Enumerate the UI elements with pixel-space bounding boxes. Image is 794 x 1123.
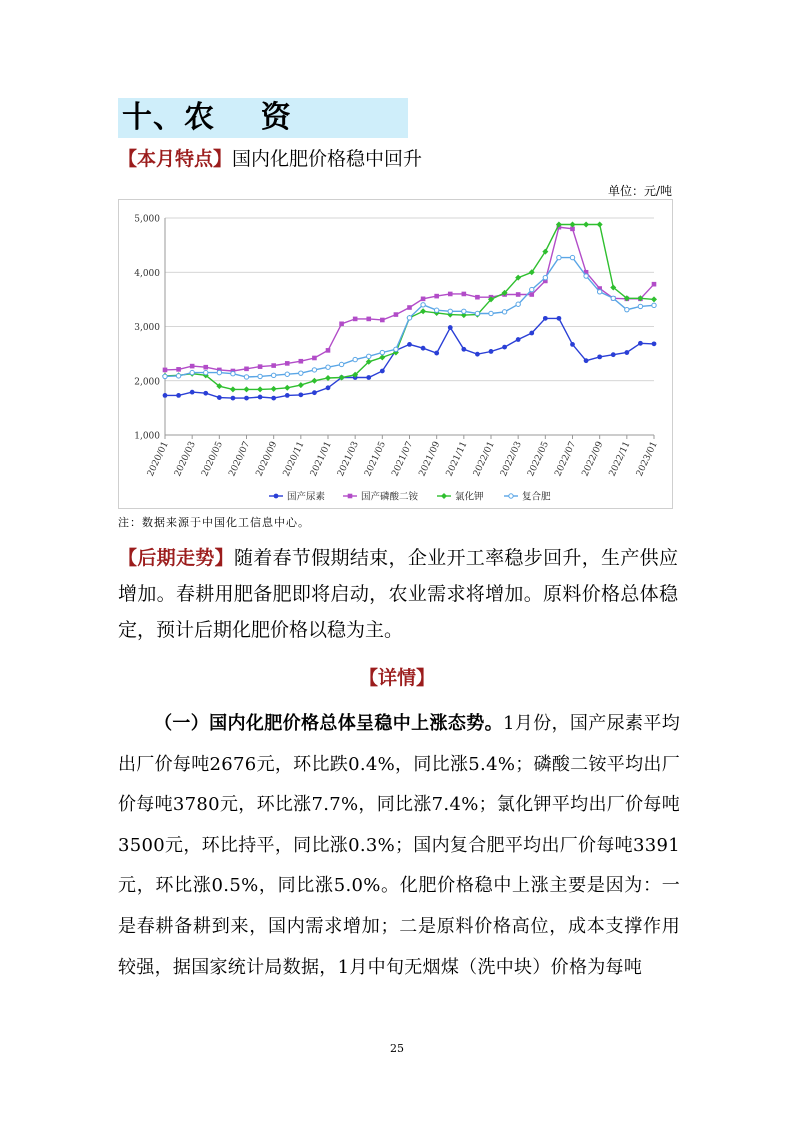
source-note: 注：数据来源于中国化工信息中心。 (118, 516, 310, 529)
data-point (434, 294, 439, 299)
data-point (326, 348, 331, 353)
data-point (271, 363, 276, 368)
data-point (448, 309, 452, 313)
data-point (176, 374, 180, 378)
data-point (244, 375, 248, 379)
data-point (190, 364, 195, 369)
data-point (611, 296, 615, 300)
data-point (271, 396, 276, 401)
data-point (543, 316, 548, 321)
data-point (584, 358, 589, 363)
data-point (176, 393, 181, 398)
data-point (638, 304, 642, 308)
section-title-text: 十、农 资 (122, 100, 292, 135)
legend-label: 氯化钾 (455, 491, 484, 503)
data-point (529, 292, 534, 297)
feature-text: 国内化肥价格稳中回升 (232, 148, 423, 170)
x-tick-label: 2020/03 (173, 440, 198, 479)
data-point (176, 367, 181, 372)
x-tick-label: 2022/11 (607, 440, 633, 479)
data-point (298, 382, 304, 388)
x-tick-label: 2021/03 (336, 440, 361, 479)
data-point (367, 354, 371, 358)
data-point (380, 318, 385, 323)
data-point (462, 309, 466, 313)
details-heading: 【详情】 (358, 667, 435, 689)
data-point (516, 292, 521, 297)
data-point (271, 373, 275, 377)
data-point (204, 370, 208, 374)
data-point (597, 222, 603, 228)
data-point (543, 275, 547, 279)
data-point (353, 317, 358, 322)
data-point (379, 354, 385, 360)
series-line (165, 227, 654, 371)
feature-tag: 【本月特点】 (118, 148, 233, 170)
data-point (530, 287, 534, 291)
data-point (570, 255, 574, 259)
x-tick-label: 2021/11 (444, 440, 470, 479)
data-point (529, 331, 534, 336)
data-point (583, 222, 589, 228)
data-point (516, 337, 521, 342)
data-point (163, 368, 168, 373)
data-point (244, 386, 250, 392)
details-body (118, 704, 680, 988)
data-point (597, 354, 602, 359)
data-point (407, 305, 412, 310)
y-tick-label: 2,000 (134, 377, 160, 388)
data-point (420, 308, 426, 314)
data-point (258, 374, 262, 378)
data-point (421, 297, 426, 302)
future-trend (118, 540, 678, 648)
y-tick-label: 4,000 (134, 268, 160, 279)
data-point (163, 393, 168, 398)
data-point (421, 303, 425, 307)
data-point (407, 342, 412, 347)
x-tick-label: 2021/09 (417, 440, 443, 479)
monthly-feature (118, 145, 422, 173)
data-point (326, 365, 330, 369)
data-point (231, 396, 236, 401)
data-point (230, 386, 236, 392)
legend-marker (509, 494, 513, 498)
data-point (611, 352, 616, 357)
data-point (624, 350, 629, 355)
legend-marker (274, 494, 279, 499)
x-tick-label: 2022/01 (471, 440, 497, 479)
data-point (257, 386, 263, 392)
y-tick-label: 3,000 (134, 323, 160, 333)
legend-label: 复合肥 (522, 491, 551, 503)
data-point (434, 351, 439, 356)
data-point (652, 303, 656, 307)
data-point (271, 386, 277, 392)
data-point (312, 390, 317, 395)
details-text: 1月份，国产尿素平均出厂价每吨2676元，环比跌0.4%，同比涨5.4%；磷酸二铵平均出厂价每吨3780元，环比涨7.7%，同比涨7.4%；氯化钾平均出厂价每吨3500元，环比持平，同比涨0.3%；国内复合肥平均出厂价每吨3391元，环比涨0.5%，同比涨5.0%。化肥价格稳中上涨主要是因为：一是春耕备耕到来，国内需求增加；二是原料价格高位，成本支撑作用较强，据国家统计局数据，1月中旬无烟煤（洗中块）价格为每吨 (118, 713, 681, 978)
data-point (461, 347, 466, 352)
data-point (163, 374, 167, 378)
x-tick-label: 2020/09 (254, 440, 280, 479)
data-point (190, 370, 194, 374)
data-point (217, 395, 222, 400)
x-tick-label: 2020/05 (200, 440, 226, 479)
details-lead: （一）国内化肥价格总体呈稳中上涨态势。 (154, 713, 503, 734)
section-title (118, 98, 408, 138)
data-point (312, 356, 317, 361)
price-chart (118, 199, 673, 509)
trend-text: 随着春节假期结束，企业开工率稳步回升，生产供应增加。春耕用肥备肥即将启动，农业需求将增加。原料价格总体稳定，预计后期化肥价格以稳为主。 (118, 547, 678, 641)
data-point (651, 296, 657, 302)
y-tick-label: 5,000 (134, 214, 160, 225)
series-line (165, 318, 654, 398)
x-tick-label: 2022/09 (580, 440, 606, 479)
data-point (298, 392, 303, 397)
data-point (625, 307, 629, 311)
unit-label: 单位：元/吨 (607, 184, 672, 198)
data-point (244, 367, 249, 372)
data-point (284, 385, 290, 391)
data-point (394, 347, 398, 351)
data-point (394, 312, 399, 317)
data-point (285, 361, 290, 366)
data-point (475, 311, 479, 315)
data-point (380, 369, 385, 374)
page-number: 25 (390, 1042, 404, 1055)
x-tick-label: 2020/07 (227, 440, 253, 479)
x-tick-label: 2020/01 (145, 440, 171, 479)
data-point (217, 370, 221, 374)
data-point (203, 365, 208, 370)
trend-tag: 【后期走势】 (118, 547, 234, 569)
data-point (475, 295, 480, 300)
data-point (366, 375, 371, 380)
chart-svg (119, 200, 672, 508)
data-point (421, 346, 426, 351)
data-point (380, 350, 384, 354)
data-point (597, 290, 601, 294)
data-point (285, 372, 289, 376)
data-point (339, 321, 344, 326)
data-point (652, 282, 657, 287)
data-point (299, 359, 304, 364)
data-point (258, 364, 263, 369)
data-point (557, 255, 561, 259)
x-tick-label: 2021/05 (363, 440, 389, 479)
data-point (584, 274, 588, 278)
data-point (502, 310, 506, 314)
x-tick-label: 2021/07 (390, 440, 416, 479)
data-point (489, 311, 493, 315)
data-point (434, 308, 438, 312)
data-point (339, 362, 343, 366)
data-point (258, 395, 263, 400)
data-point (190, 390, 195, 395)
data-point (299, 371, 303, 375)
data-point (325, 375, 331, 381)
data-point (244, 396, 249, 401)
data-point (462, 292, 467, 297)
legend-marker (348, 494, 353, 499)
data-point (557, 316, 562, 321)
data-point (312, 368, 316, 372)
data-point (203, 391, 208, 396)
x-tick-label: 2022/05 (526, 440, 552, 479)
x-tick-label: 2021/01 (308, 440, 334, 479)
legend-label: 国产磷酸二铵 (361, 491, 419, 503)
data-point (311, 378, 317, 384)
x-tick-label: 2022/03 (499, 440, 524, 479)
x-tick-label: 2023/01 (634, 440, 660, 479)
data-point (502, 345, 507, 350)
data-point (475, 352, 480, 357)
data-point (516, 302, 520, 306)
data-point (489, 349, 494, 354)
data-point (570, 342, 575, 347)
data-point (448, 325, 453, 330)
data-point (366, 317, 371, 322)
x-tick-label: 2022/07 (553, 440, 579, 479)
legend-marker (441, 493, 447, 499)
data-point (231, 371, 235, 375)
data-point (652, 341, 657, 346)
data-point (448, 292, 453, 297)
data-point (407, 316, 411, 320)
x-tick-label: 2020/11 (281, 440, 307, 479)
data-point (353, 357, 357, 361)
data-point (285, 393, 290, 398)
y-tick-label: 1,000 (134, 431, 160, 442)
data-point (326, 385, 331, 390)
data-point (638, 341, 643, 346)
legend-label: 国产尿素 (287, 491, 326, 503)
